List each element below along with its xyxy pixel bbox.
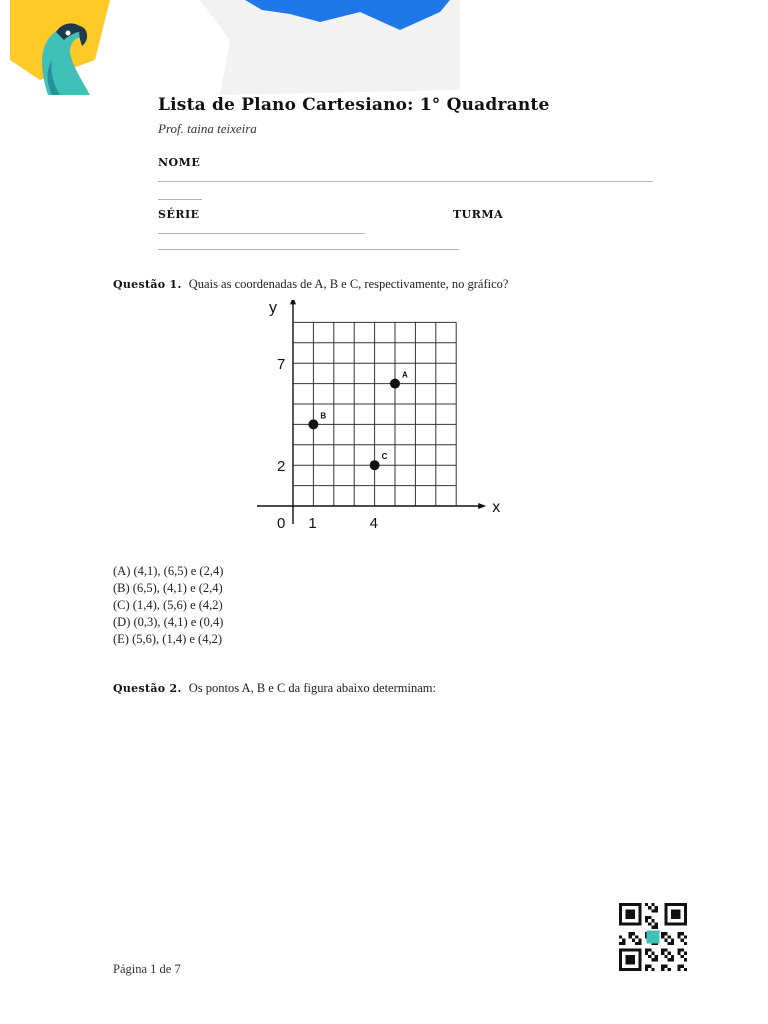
question-2-number: Questão 2. — [113, 682, 182, 695]
chart-points — [308, 371, 408, 471]
x-tick-label: 1 — [308, 515, 317, 532]
option-a[interactable]: (A) (4,1), (6,5) e (2,4) — [113, 564, 224, 578]
question-1 — [113, 277, 508, 292]
name-field-label: NOME — [158, 156, 201, 169]
question-2 — [113, 681, 436, 696]
author-line: Prof. taina teixeira — [158, 121, 257, 136]
qr-code-icon[interactable] — [619, 903, 687, 971]
cartesian-plane-chart — [255, 300, 505, 540]
point-b — [308, 419, 318, 429]
serie-input-line[interactable] — [158, 233, 365, 234]
question-2-text: Os pontos A, B e C da figura abaixo determinam: — [188, 681, 436, 695]
document-title: Lista de Plano Cartesiano: 1° Quadrante — [158, 95, 550, 115]
x-tick-label: 4 — [369, 515, 378, 532]
point-label-c: C — [381, 452, 388, 462]
x-axis-arrow-icon — [478, 503, 486, 509]
chart-axes — [257, 300, 486, 524]
page-number: Página 1 de 7 — [113, 962, 181, 976]
point-label-b: B — [320, 411, 327, 421]
name-input-line[interactable] — [158, 181, 653, 182]
x-axis-label: x — [492, 499, 501, 516]
chart-grid — [293, 322, 456, 506]
y-axis-arrow-icon — [290, 300, 296, 304]
turma-input-line[interactable] — [158, 249, 459, 250]
question-1-text: Quais as coordenadas de A, B e C, respectivamente, no gráfico? — [188, 277, 509, 291]
qr-center-logo — [647, 931, 660, 944]
origin-label: 0 — [277, 515, 286, 532]
y-axis-label: y — [269, 300, 277, 317]
chart-tick-labels — [269, 300, 500, 532]
point-label-a: A — [402, 370, 408, 380]
point-c — [370, 460, 380, 470]
option-b[interactable]: (B) (6,5), (4,1) e (2,4) — [113, 581, 223, 595]
turma-field-label: TURMA — [453, 208, 504, 221]
name-input-line-continuation[interactable] — [158, 199, 202, 200]
point-a — [390, 379, 400, 389]
y-tick-label: 2 — [277, 458, 286, 476]
option-e[interactable]: (E) (5,6), (1,4) e (4,2) — [113, 632, 222, 646]
header-banner — [0, 0, 768, 100]
question-1-options — [113, 563, 223, 648]
serie-field-label: SÉRIE — [158, 208, 200, 221]
option-c[interactable]: (C) (1,4), (5,6) e (4,2) — [113, 598, 223, 612]
question-1-number: Questão 1. — [113, 278, 182, 291]
y-tick-label: 7 — [277, 356, 286, 374]
option-d[interactable]: (D) (0,3), (4,1) e (0,4) — [113, 615, 224, 629]
